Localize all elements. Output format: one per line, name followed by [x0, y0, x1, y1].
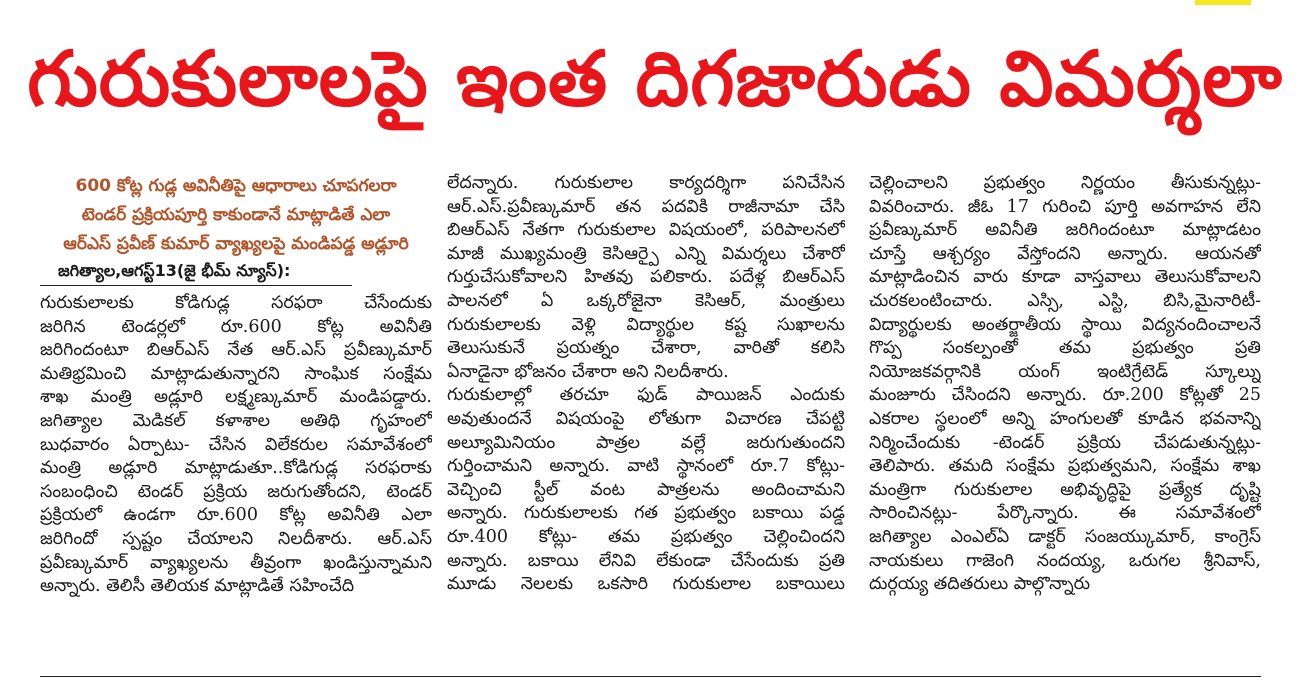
body-line: అన్నారు. తెలిసీ తెలియక మాట్లాడితే సహించేది	[40, 576, 355, 597]
body-line: వెచ్చించి స్టీల్ వంట పాత్రలను అందించామని	[447, 479, 845, 500]
body-line: గురుకులాలకు కోడిగుడ్ల సరఫరా చేసేందుకు	[40, 293, 432, 313]
body-line: అన్నారు. బకాయి లేనివి లేకుండా చేసేందుకు ప్రతి	[447, 550, 845, 571]
body-line: గొప్ప సంకల్పంతో తమ ప్రభుత్వం ప్రతి	[869, 338, 1261, 359]
body-line: శాఖ మంత్రి అడ్లూరి లక్ష్మణ్కుమార్ మండిపడ్డారు.	[40, 387, 432, 408]
headline: గురుకులాలపై ఇంత దిగజారుడు విమర్శలా	[27, 34, 1283, 123]
body-line: గురుకులాల్లో తరచూ ఫుడ్ పాయిజన్ ఎందుకు	[447, 385, 845, 406]
body-line: నాయకులు గాజెంగి నందయ్య, ఒరుగల శ్రీనివాస్,	[869, 550, 1261, 571]
body-line: చెల్లించాలని ప్రభుత్వం నిర్ణయం తీసుకున్నట్లు-	[869, 173, 1261, 193]
body-line: మంత్రి అడ్లూరి మాట్లాడుతూ..కోడిగుడ్ల సరఫరాకు	[40, 458, 432, 479]
body-line: బుధవారం ఏర్పాటు- చేసిన విలేకరుల సమావేశంలో	[40, 434, 432, 455]
article-column-2	[447, 172, 845, 597]
article-column-1	[40, 172, 432, 599]
body-line: గుర్తుచేసుకోవాలని హితవు పలికారు. పదేళ్ల బిఆర్ఎస్	[447, 267, 845, 288]
body-line: చూస్తే ఆశ్చర్యం వేస్తోందని అన్నారు. ఆయనతో	[869, 243, 1261, 264]
body-line: తెలిపారు. తమది సంక్షేమ ప్రభుత్వమని, సంక్షేమ శాఖ	[869, 456, 1261, 477]
body-line: ఎకరాల స్థలంలో అన్ని హంగులతో కూడిన భవనాన్ని	[869, 408, 1261, 429]
body-line: పాలనలో ఏ ఒక్కరోజైనా కెసిఆర్, మంత్రులు	[447, 290, 845, 311]
body-line: చురకలంటించారు. ఎస్సి, ఎస్టి, బిసి,మైనారిటీ-	[869, 290, 1261, 311]
body-line: నిర్మించేందుకు -టెండర్ ప్రక్రియ చేపడుతున్నట్లు-	[869, 432, 1261, 453]
body-line: మాట్లాడించిన వారు కూడా వాస్తవాలు తెలుసుకోవాలని	[869, 267, 1261, 288]
body-line: జరిగిందంటూ బిఆర్ఎస్ నేత ఆర్.ఎస్ ప్రవీణ్కుమార్	[40, 340, 432, 361]
body-line: మూడు నెలలకు ఒకసారి గురుకులాల బకాయిలు	[447, 574, 845, 595]
body-line: జగిత్యాల ఎంఎల్ఏ డాక్టర్ సంజయ్కుమార్, కాంగ్రెస్	[869, 526, 1261, 547]
article-column-3	[869, 172, 1261, 597]
deck-line-1: 600 కోట్ల గుడ్ల అవినీతిపై ఆధారాలు చూపగలరా	[75, 176, 397, 196]
body-line: లేదన్నారు. గురుకులాల కార్యదర్శిగా పనిచేసిన	[447, 173, 845, 193]
body-line: గురుకులాలకు వెళ్లి విద్యార్థుల కష్ట సుఖాలను	[447, 314, 845, 335]
deck-line-2: టెండర్ ప్రక్రియపూర్తి కాకుండానే మాట్లాడితే ఎలా	[81, 205, 391, 225]
body-line: వివరించారు. జీఓ 17 గురించి పూర్తి అవగాహన లేని	[869, 196, 1261, 217]
body-line: ప్రక్రియలో ఉండగా రూ.600 కోట్ల అవినీతి ఎలా	[40, 505, 432, 526]
body-line: తెలుసుకునే ప్రయత్నం చేశారా, వారితో కలిసి	[447, 338, 845, 359]
bottom-rule	[40, 676, 1261, 677]
body-line: గుర్తించామని అన్నారు. వాటి స్థానంలో రూ.7 కోట్లు-	[447, 456, 845, 477]
body-line: మంత్రిగా గురుకులాల అభివృద్ధిపై ప్రత్యేక దృష్టి	[869, 479, 1261, 500]
body-line: అవుతుందనే విషయంపై లోతుగా విచారణ చేపట్టి	[447, 408, 845, 429]
body-line: బిఆర్ఎస్ నేతగా గురుకులాల విషయంలో, పరిపాలనలో	[447, 220, 845, 241]
body-line: ఆర్.ఎస్.ప్రవీణ్కుమార్ తన పదవికి రాజీనామా చేసి	[447, 196, 845, 217]
body-line: నియోజకవర్గానికి యంగ్ ఇంటిగ్రేటెడ్ స్కూల్ను	[869, 361, 1261, 382]
body-line: ఏనాడైనా భోజనం చేశారా అని నిలదీశారు.	[447, 361, 729, 382]
body-line: సారించినట్లు- పేర్కొన్నారు. ఈ సమావేశంలో	[869, 503, 1261, 524]
body-line: మంజూరు చేసిందని అన్నారు. రూ.200 కోట్లతో 25	[869, 385, 1261, 406]
body-line: మాజీ ముఖ్యమంత్రి కెసిఆర్పై ఎన్ని విమర్శలు చేశారో	[447, 243, 845, 264]
body-line: జరిగిన టెండర్లలో రూ.600 కోట్ల అవినీతి	[40, 316, 432, 337]
body-line: జరిగిందో స్పష్టం చేయాలని నిలదీశారు. ఆర్.ఎస్	[40, 528, 432, 549]
body-line: దుర్గయ్య తదితరులు పాల్గొన్నారు	[869, 574, 1091, 595]
body-line: ప్రవీణ్కుమార్ వ్యాఖ్యలను తీవ్రంగా ఖండిస్తున్నామని	[40, 552, 432, 573]
body-line: అల్యూమినియం పాత్రల వల్లే జరుగుతుందని	[447, 432, 845, 453]
corner-color-mark	[1195, 0, 1251, 5]
dateline: జగిత్యాల,ఆగస్ట్13(జై భీమ్ న్యూస్):	[40, 259, 352, 286]
body-line: అన్నారు. గురుకులాలకు గత ప్రభుత్వం బకాయి పడ్డ	[447, 503, 845, 524]
body-line: సంబంధించి టెండర్ ప్రక్రియ జరుగుతోందని, టెండర్	[40, 481, 432, 502]
deck-line-3: ఆర్ఎస్ ప్రవీణ్ కుమార్ వ్యాఖ్యలపై మండిపడ్డ అడ్లూరి	[63, 234, 409, 254]
body-line: జగిత్యాల మెడికల్ కళాశాల అతిథి గృహంలో	[40, 410, 432, 431]
body-line: ప్రవీణ్కుమార్ అవినీతి జరిగిందంటూ మాట్లాడటం	[869, 220, 1261, 241]
body-line: విద్యార్థులకు అంతర్జాతీయ స్థాయి విద్యనందించాలనే	[869, 314, 1261, 335]
body-line: రూ.400 కోట్లు- తమ ప్రభుత్వం చెల్లించిందని	[447, 526, 845, 547]
body-line: మతిభ్రమించి మాట్లాడుతున్నారని సాంఘిక సంక్షేమ	[40, 363, 432, 384]
